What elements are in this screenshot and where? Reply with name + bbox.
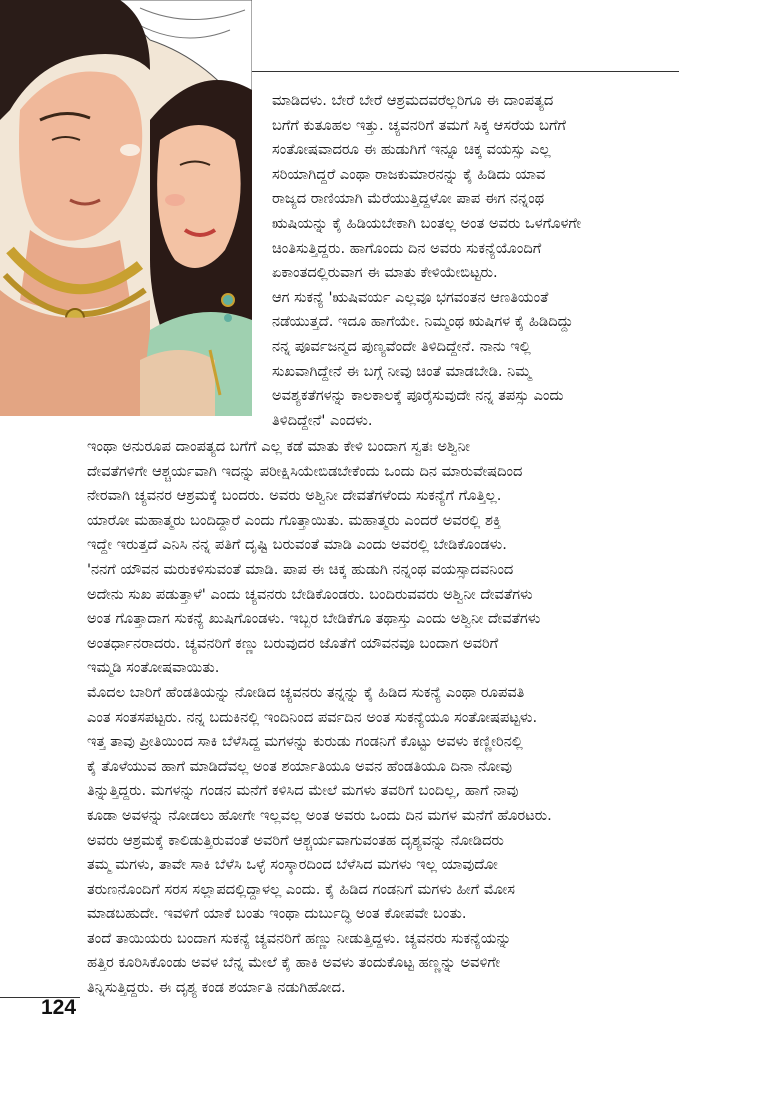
text-line: 'ನನಗೆ ಯೌವನ ಮರುಕಳಿಸುವಂತೆ ಮಾಡಿ. ಪಾಪ ಈ ಚಿಕ್ಕ ಹುಡುಗಿ ನನ್ನಂಥ ವಯಸ್ಸಾದವನಿಂದ	[87, 560, 514, 578]
text-line: ಏಕಾಂತದಲ್ಲಿರುವಾಗ ಈ ಮಾತು ಕೇಳಿಯೇಬಿಟ್ಟರು.	[272, 264, 498, 282]
text-line: ತಿಳಿದಿದ್ದೇನೆ' ಎಂದಳು.	[272, 411, 373, 429]
text-line: ಮಾಡಬಹುದೇ. ಇವಳಿಗೆ ಯಾಕೆ ಬಂತು ಇಂಥಾ ದುರ್ಬುದ್ಧಿ ಅಂತ ಕೋಪವೇ ಬಂತು.	[87, 905, 467, 923]
text-line: ಕೂಡಾ ಅವಳನ್ನು ನೋಡಲು ಹೋಗೇ ಇಲ್ಲವಲ್ಲ ಅಂತ ಅವರು ಒಂದು ದಿನ ಮಗಳ ಮನೆಗೆ ಹೊರಟರು.	[87, 806, 552, 824]
text-line: ಅವಶ್ಯಕತೆಗಳನ್ನು ಕಾಲಕಾಲಕ್ಕೆ ಪೂರೈಸುವುದೇ ನನ್ನ ತಪಸ್ಸು ಎಂದು	[272, 387, 564, 405]
text-line: ಎಂತ ಸಂತಸಪಟ್ಟರು. ನನ್ನ ಬದುಕಿನಲ್ಲಿ ಇಂದಿನಿಂದ ಪರ್ವದಿನ ಅಂತ ಸುಕನ್ಯೆಯೂ ಸಂತೋಷಪಟ್ಟಳು.	[87, 708, 538, 726]
text-line: ತಿನ್ನುತ್ತಿದ್ದರು. ಮಗಳನ್ನು ಗಂಡನ ಮನೆಗೆ ಕಳಿಸಿದ ಮೇಲೆ ಮಗಳು ತವರಿಗೆ ಬಂದಿಲ್ಲ, ಹಾಗೆ ನಾವು	[87, 782, 519, 800]
text-column-narrow	[272, 89, 581, 433]
text-line: ಇಂಥಾ ಅನುರೂಪ ದಾಂಪತ್ಯದ ಬಗೆಗೆ ಎಲ್ಲ ಕಡೆ ಮಾತು ಕೇಳಿ ಬಂದಾಗ ಸ್ವತಃ ಅಶ್ವಿನೀ	[87, 438, 470, 455]
text-line: ಅವರು ಆಶ್ರಮಕ್ಕೆ ಕಾಲಿಡುತ್ತಿರುವಂತೆ ಅವರಿಗೆ ಆಶ್ಚರ್ಯವಾಗುವಂತಹ ದೃಶ್ಯವನ್ನು ನೋಡಿದರು	[87, 831, 504, 849]
page-number: 124	[41, 996, 77, 1019]
text-line: ಆಗ ಸುಕನ್ಯೆ 'ಋಷಿವರ್ಯ ಎಲ್ಲವೂ ಭಗವಂತನ ಆಣತಿಯಂತೆ	[272, 288, 549, 306]
text-line: ಇದ್ದೇ ಇರುತ್ತದೆ ಎನಿಸಿ ನನ್ನ ಪತಿಗೆ ದೃಷ್ಟಿ ಬರುವಂತೆ ಮಾಡಿ ಎಂದು ಅವರಲ್ಲಿ ಬೇಡಿಕೊಂಡಳು.	[87, 536, 507, 554]
text-line: ಕೈ ತೊಳೆಯುವ ಹಾಗೆ ಮಾಡಿದೆವಲ್ಲ ಅಂತ ಶರ್ಯಾತಿಯೂ ಅವನ ಹೆಂಡತಿಯೂ ದಿನಾ ನೋವು	[87, 757, 513, 775]
text-line: ತಂದೆ ತಾಯಿಯರು ಬಂದಾಗ ಸುಕನ್ಯೆ ಚ್ಯವನರಿಗೆ ಹಣ್ಣು ನೀಡುತ್ತಿದ್ದಳು. ಚ್ಯವನರು ಸುಕನ್ಯೆಯನ್ನು	[87, 929, 512, 947]
text-line: ನಡೆಯುತ್ತದೆ. ಇದೂ ಹಾಗೆಯೇ. ನಿಮ್ಮಂಥ ಋಷಿಗಳ ಕೈ ಹಿಡಿದಿದ್ದು	[272, 313, 574, 331]
text-line: ಚಿಂತಿಸುತ್ತಿದ್ದರು. ಹಾಗೊಂದು ದಿನ ಅವರು ಸುಕನ್ಯೆಯೊಂದಿಗೆ	[272, 239, 542, 257]
text-line: ಅಂತರ್ಧಾನರಾದರು. ಚ್ಯವನರಿಗೆ ಕಣ್ಣು ಬರುವುದರ ಜೊತೆಗೆ ಯೌವನವೂ ಬಂದಾಗ ಅವರಿಗೆ	[87, 634, 499, 652]
text-line: ಅದೇನು ಸುಖ ಪಡುತ್ತಾಳೆ' ಎಂದು ಚ್ಯವನರು ಬೇಡಿಕೊಂಡರು. ಬಂದಿರುವವರು ಅಶ್ವಿನೀ ದೇವತೆಗಳು	[87, 585, 533, 603]
text-line: ಸುಖವಾಗಿದ್ದೇನೆ ಈ ಬಗ್ಗೆ ನೀವು ಚಿಂತೆ ಮಾಡಬೇಡಿ. ನಿಮ್ಮ	[272, 362, 532, 380]
text-line: ತಿನ್ನಿಸುತ್ತಿದ್ದರು. ಈ ದೃಶ್ಯ ಕಂಡ ಶರ್ಯಾತಿ ನಡುಗಿಹೋದ.	[87, 979, 346, 997]
text-line: ಹತ್ತಿರ ಕೂರಿಸಿಕೊಂಡು ಅವಳ ಬೆನ್ನ ಮೇಲೆ ಕೈ ಹಾಕಿ ಅವಳು ತಂದುಕೊಟ್ಟ ಹಣ್ಣನ್ನು ಅವಳಿಗೇ	[87, 954, 501, 972]
text-line: ಸರಿಯಾಗಿದ್ದರೆ ಎಂಥಾ ರಾಜಕುಮಾರನನ್ನು ಕೈ ಹಿಡಿದು ಯಾವ	[272, 165, 546, 183]
couple-illustration	[0, 0, 252, 416]
text-line: ಮಾಡಿದಳು. ಬೇರೆ ಬೇರೆ ಆಶ್ರಮದವರೆಲ್ಲರಿಗೂ ಈ ದಾಂಪತ್ಯದ	[272, 92, 554, 109]
text-line: ಬಗೆಗೆ ಕುತೂಹಲ ಇತ್ತು. ಚ್ಯವನರಿಗೆ ತಮಗೆ ಸಿಕ್ಕ ಆಸರೆಯ ಬಗೆಗೆ	[272, 116, 567, 134]
text-line: ಇತ್ತ ತಾವು ಪ್ರೀತಿಯಿಂದ ಸಾಕಿ ಬೆಳೆಸಿದ್ದ ಮಗಳನ್ನು ಕುರುಡು ಗಂಡನಿಗೆ ಕೊಟ್ಟು ಅವಳು ಕಣ್ಣೀರಿನಲ್ಲಿ	[87, 733, 523, 751]
top-rule	[252, 71, 679, 72]
text-line: ಮೊದಲ ಬಾರಿಗೆ ಹೆಂಡತಿಯನ್ನು ನೋಡಿದ ಚ್ಯವನರು ತನ್ನನ್ನು ಕೈ ಹಿಡಿದ ಸುಕನ್ಯೆ ಎಂಥಾ ರೂಪವತಿ	[87, 683, 525, 701]
story-illustration	[0, 0, 252, 416]
text-line: ನನ್ನ ಪೂರ್ವಜನ್ಮದ ಪುಣ್ಯವೆಂದೇ ತಿಳಿದಿದ್ದೇನೆ. ನಾನು ಇಲ್ಲಿ	[272, 337, 531, 355]
text-line: ಅಂತ ಗೊತ್ತಾದಾಗ ಸುಕನ್ಯೆ ಖುಷಿಗೊಂಡಳು. ಇಬ್ಬರ ಬೇಡಿಕೆಗೂ ತಥಾಸ್ತು ಎಂದು ಅಶ್ವಿನೀ ದೇವತೆಗಳು	[87, 610, 541, 628]
text-line: ದೇವತೆಗಳಿಗೇ ಆಶ್ಚರ್ಯವಾಗಿ ಇದನ್ನು ಪರೀಕ್ಷಿಸಿಯೇಬಿಡಬೇಕೆಂದು ಒಂದು ದಿನ ಮಾರುವೇಷದಿಂದ	[87, 462, 523, 480]
text-line: ರಾಜ್ಯದ ರಾಣಿಯಾಗಿ ಮೆರೆಯುತ್ತಿದ್ದಳೋ ಪಾಪ ಈಗ ನನ್ನಂಥ	[272, 190, 545, 208]
text-line: ಯಾರೋ ಮಹಾತ್ಮರು ಬಂದಿದ್ದಾರೆ ಎಂದು ಗೊತ್ತಾಯಿತು. ಮಹಾತ್ಮರು ಎಂದರೆ ಅವರಲ್ಲಿ ಶಕ್ತಿ	[87, 511, 502, 529]
text-line: ತರುಣನೊಂದಿಗೆ ಸರಸ ಸಲ್ಲಾಪದಲ್ಲಿದ್ದಾಳಲ್ಲ ಎಂದು. ಕೈ ಹಿಡಿದ ಗಂಡನಿಗೆ ಮಗಳು ಹೀಗೆ ಮೋಸ	[87, 880, 516, 898]
text-line: ಸಂತೋಷವಾದರೂ ಈ ಹುಡುಗಿಗೆ ಇನ್ನೂ ಚಿಕ್ಕ ವಯಸ್ಸು ಎಲ್ಲ	[272, 141, 551, 159]
text-line: ಇಮ್ಮಡಿ ಸಂತೋಷವಾಯಿತು.	[87, 659, 220, 677]
text-column-wide	[87, 435, 552, 1001]
text-line: ತಮ್ಮ ಮಗಳು, ತಾವೇ ಸಾಕಿ ಬೆಳೆಸಿ ಒಳ್ಳೆ ಸಂಸ್ಕಾರದಿಂದ ಬೆಳೆಸಿದ ಮಗಳು ಇಲ್ಲ ಯಾವುದೋ	[87, 856, 498, 874]
text-line: ನೇರವಾಗಿ ಚ್ಯವನರ ಆಶ್ರಮಕ್ಕೆ ಬಂದರು. ಅವರು ಅಶ್ವಿನೀ ದೇವತೆಗಳೆಂದು ಸುಕನ್ಯೆಗೆ ಗೊತ್ತಿಲ್ಲ.	[87, 487, 502, 505]
text-line: ಋಷಿಯನ್ನು ಕೈ ಹಿಡಿಯಬೇಕಾಗಿ ಬಂತಲ್ಲ ಅಂತ ಅವರು ಒಳಗೊಳಗೇ	[272, 214, 582, 232]
